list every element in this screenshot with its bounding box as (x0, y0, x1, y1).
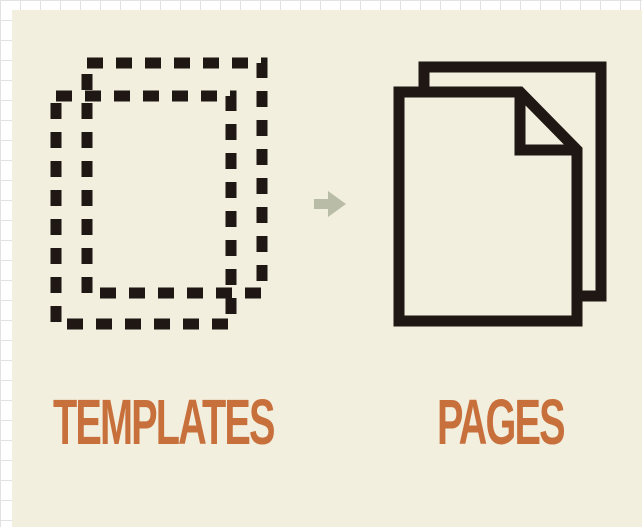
page-front (399, 92, 577, 321)
page-stack-icon (399, 67, 601, 321)
pages-label: PAGES (437, 386, 564, 458)
templates-label: TEMPLATES (53, 386, 274, 458)
dashed-page-stack-icon (56, 63, 262, 324)
arrow-right-icon (314, 191, 346, 217)
